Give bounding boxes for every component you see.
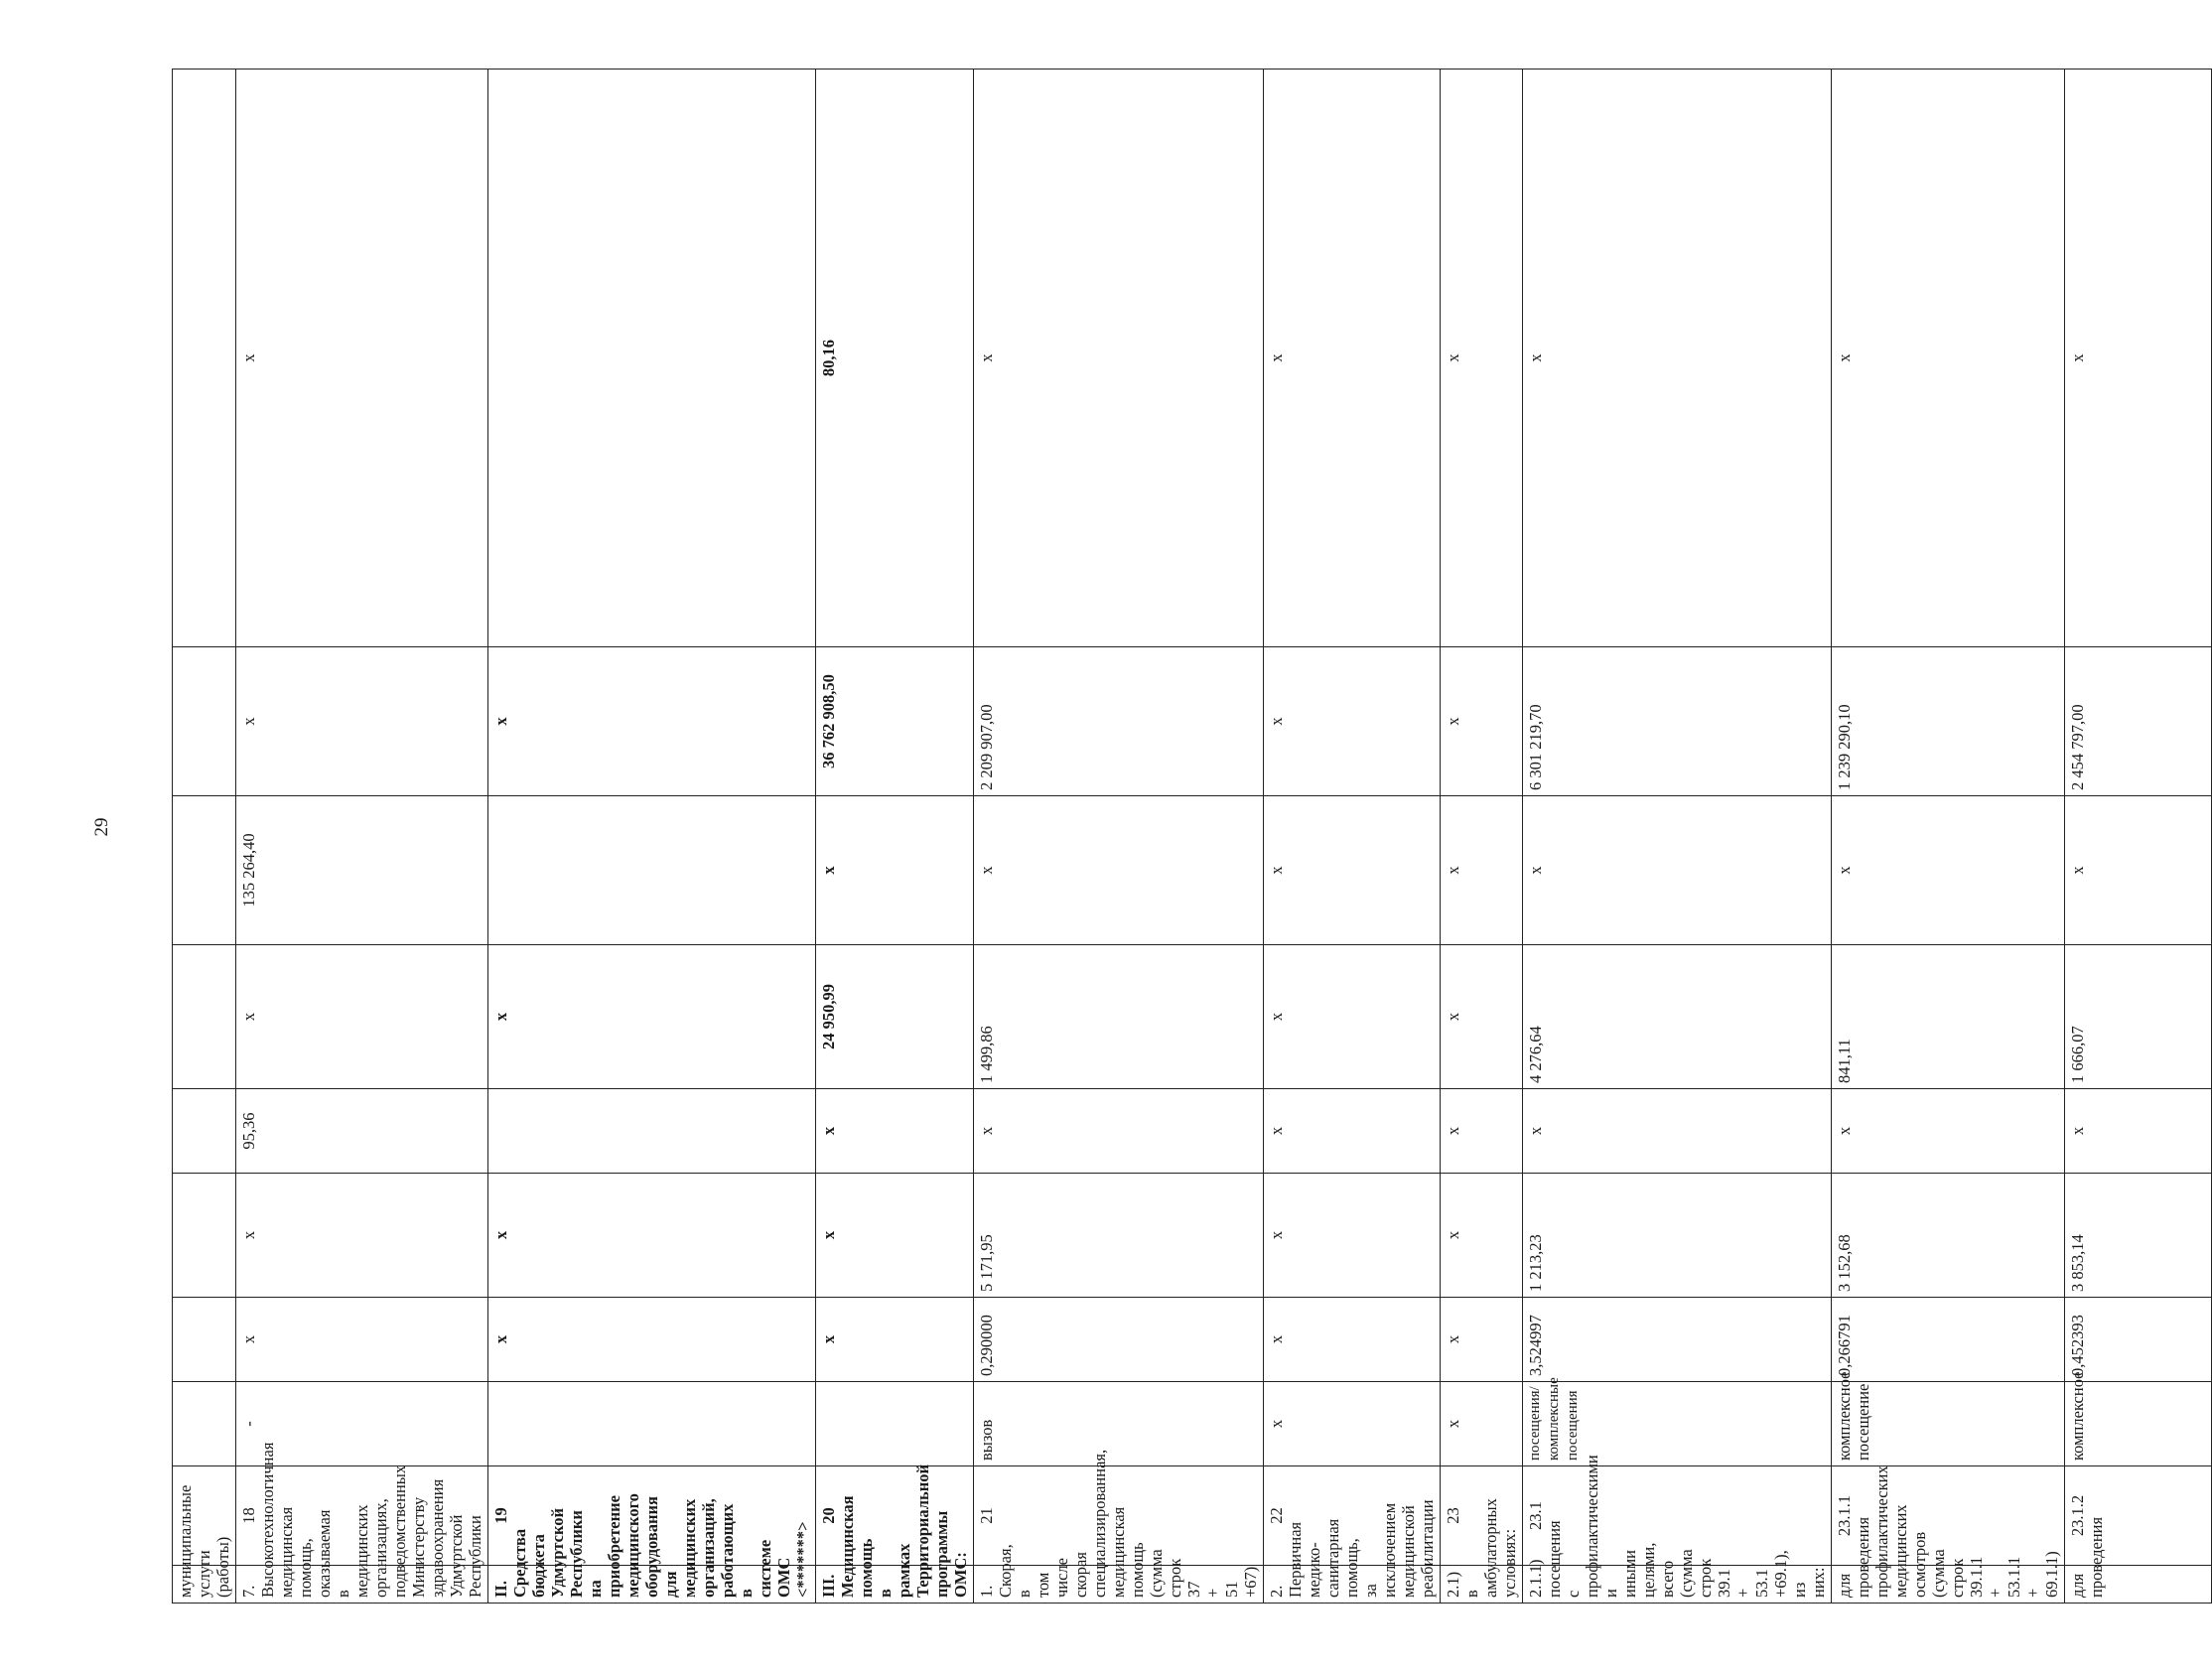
cell-line: 21 — [974, 1466, 1264, 1566]
cell-c6 — [488, 1089, 816, 1174]
cell-c4: x — [488, 1298, 816, 1382]
cell-c5: 3 853,14 — [2065, 1174, 2212, 1298]
cell-c4: 0,452393 — [2065, 1298, 2212, 1382]
cell-c6: x — [974, 1089, 1264, 1174]
cell-line: 22 — [1264, 1466, 1441, 1566]
cell-c9: 1 239 290,10 — [1832, 647, 2065, 796]
cell-c10: x — [236, 70, 488, 647]
cell-c5: x — [236, 1174, 488, 1298]
cell-c7: 1 499,86 — [974, 945, 1264, 1089]
cell-c4: 3,524997 — [1523, 1298, 1832, 1382]
cell-c9: x — [488, 647, 816, 796]
cell-c7: 24 950,99 — [816, 945, 974, 1089]
cell-unit: x — [1264, 1382, 1441, 1466]
cell-unit — [488, 1382, 816, 1466]
cell-c10: x — [974, 70, 1264, 647]
cell-name: 1. Скорая, в том числе скорая специализированная, медицинская помощь (сумма строк 37 + 51 +67) — [974, 1566, 1264, 1604]
cell-c4: 0,266791 — [1832, 1298, 2065, 1382]
cell-c8: x — [2065, 796, 2212, 945]
cell-name: 2. Первичная медико-санитарная помощь, за исключением медицинской реабилитации — [1264, 1566, 1441, 1604]
cell-c5: x — [1441, 1174, 1523, 1298]
cell-unit: x — [1441, 1382, 1523, 1466]
cell-c4: x — [816, 1298, 974, 1382]
cell-c9: x — [1264, 647, 1441, 796]
cell-unit: комплексное — [2065, 1382, 2212, 1466]
cell-c10 — [173, 70, 236, 647]
table-row — [1832, 70, 2065, 1604]
cell-unit — [816, 1382, 974, 1466]
cell-line: 23.1 — [1523, 1466, 1832, 1566]
cell-c8: x — [1523, 796, 1832, 945]
cell-c7: x — [236, 945, 488, 1089]
cell-line: 18 — [236, 1466, 488, 1566]
table-row — [1523, 70, 1832, 1604]
cell-c9 — [173, 647, 236, 796]
cell-line: 19 — [488, 1466, 816, 1566]
cell-name: 2.1) в амбулаторных условиях: — [1441, 1566, 1523, 1604]
rotated-table-container — [172, 70, 2106, 1604]
cell-c6: x — [1523, 1089, 1832, 1174]
cell-c8: x — [1441, 796, 1523, 945]
cell-c5: x — [816, 1174, 974, 1298]
cell-unit: комплексное посещение — [1832, 1382, 2065, 1466]
cell-c9: 2 454 797,00 — [2065, 647, 2212, 796]
cell-c5: x — [1264, 1174, 1441, 1298]
table-row — [1441, 70, 1523, 1604]
page-number: 29 — [91, 817, 112, 837]
cell-c7: x — [488, 945, 816, 1089]
cell-name: II. Средства бюджета Удмуртской Республики на приобретение медицинского оборудования для медицинских организаций, работающих в системе ОМС <*******> — [488, 1566, 816, 1604]
cell-c8 — [488, 796, 816, 945]
cell-line: 20 — [816, 1466, 974, 1566]
cell-c8: x — [1832, 796, 2065, 945]
table-row — [173, 70, 236, 1604]
cell-c7: 841,11 — [1832, 945, 2065, 1089]
cell-c10: x — [1264, 70, 1441, 647]
cell-name: для проведения профилактических медицинских осмотров (сумма строк 39.1.1 + 53.1.1 + 69.1.1) — [1832, 1566, 2065, 1604]
cell-c7 — [173, 945, 236, 1089]
cell-c5 — [173, 1174, 236, 1298]
cell-c10: x — [1441, 70, 1523, 647]
table-row — [816, 70, 974, 1604]
cell-c6: x — [1441, 1089, 1523, 1174]
cell-c9: 6 301 219,70 — [1523, 647, 1832, 796]
cell-c6: x — [816, 1089, 974, 1174]
cell-c10: x — [1523, 70, 1832, 647]
cell-c8: 135 264,40 — [236, 796, 488, 945]
cell-name: для проведения — [2065, 1566, 2212, 1604]
cell-c4: 0,290000 — [974, 1298, 1264, 1382]
cell-line: 23.1.1 — [1832, 1466, 2065, 1566]
cell-c6: x — [1264, 1089, 1441, 1174]
cell-c7: x — [1441, 945, 1523, 1089]
cell-c5: x — [488, 1174, 816, 1298]
cell-c9: 2 209 907,00 — [974, 647, 1264, 796]
cell-line: 23.1.2 — [2065, 1466, 2212, 1566]
cell-c4 — [173, 1298, 236, 1382]
cell-c8 — [173, 796, 236, 945]
cell-c6: 95,36 — [236, 1089, 488, 1174]
cell-c5: 1 213,23 — [1523, 1174, 1832, 1298]
financial-table — [172, 69, 2212, 1604]
table-row — [974, 70, 1264, 1604]
cell-name: муниципальные услуги (работы) — [173, 1566, 236, 1604]
cell-c8: x — [1264, 796, 1441, 945]
cell-c7: x — [1264, 945, 1441, 1089]
table-row — [2065, 70, 2212, 1604]
cell-name: 7. Высокотехнологичная медицинская помощь, оказываемая в медицинских организациях, подведомственных Министерству здравоохранения Удмуртской Республики — [236, 1566, 488, 1604]
cell-c4: x — [1441, 1298, 1523, 1382]
cell-c10: x — [1832, 70, 2065, 647]
cell-c7: 4 276,64 — [1523, 945, 1832, 1089]
cell-c10 — [488, 70, 816, 647]
cell-c5: 5 171,95 — [974, 1174, 1264, 1298]
cell-c8: x — [974, 796, 1264, 945]
cell-c4: x — [1264, 1298, 1441, 1382]
cell-c9: x — [236, 647, 488, 796]
cell-c8: x — [816, 796, 974, 945]
table-row — [1264, 70, 1441, 1604]
cell-unit: посещения/комплексные посещения — [1523, 1382, 1832, 1466]
cell-name: 2.1.1) посещения с профилактическими и иными целями, всего (сумма строк 39.1 + 53.1 +69.1), из них: — [1523, 1566, 1832, 1604]
cell-unit: - — [236, 1382, 488, 1466]
cell-c4: x — [236, 1298, 488, 1382]
cell-c10: 80,16 — [816, 70, 974, 647]
cell-c7: 1 666,07 — [2065, 945, 2212, 1089]
cell-name: III. Медицинская помощь в рамках Территориальной программы ОМС: — [816, 1566, 974, 1604]
cell-unit: вызов — [974, 1382, 1264, 1466]
cell-c6: x — [1832, 1089, 2065, 1174]
cell-c5: 3 152,68 — [1832, 1174, 2065, 1298]
table-row — [488, 70, 816, 1604]
cell-c9: x — [1441, 647, 1523, 796]
cell-c6 — [173, 1089, 236, 1174]
cell-c10: x — [2065, 70, 2212, 647]
cell-c9: 36 762 908,50 — [816, 647, 974, 796]
cell-unit — [173, 1382, 236, 1466]
table-row — [236, 70, 488, 1604]
cell-line: 23 — [1441, 1466, 1523, 1566]
cell-c6: x — [2065, 1089, 2212, 1174]
